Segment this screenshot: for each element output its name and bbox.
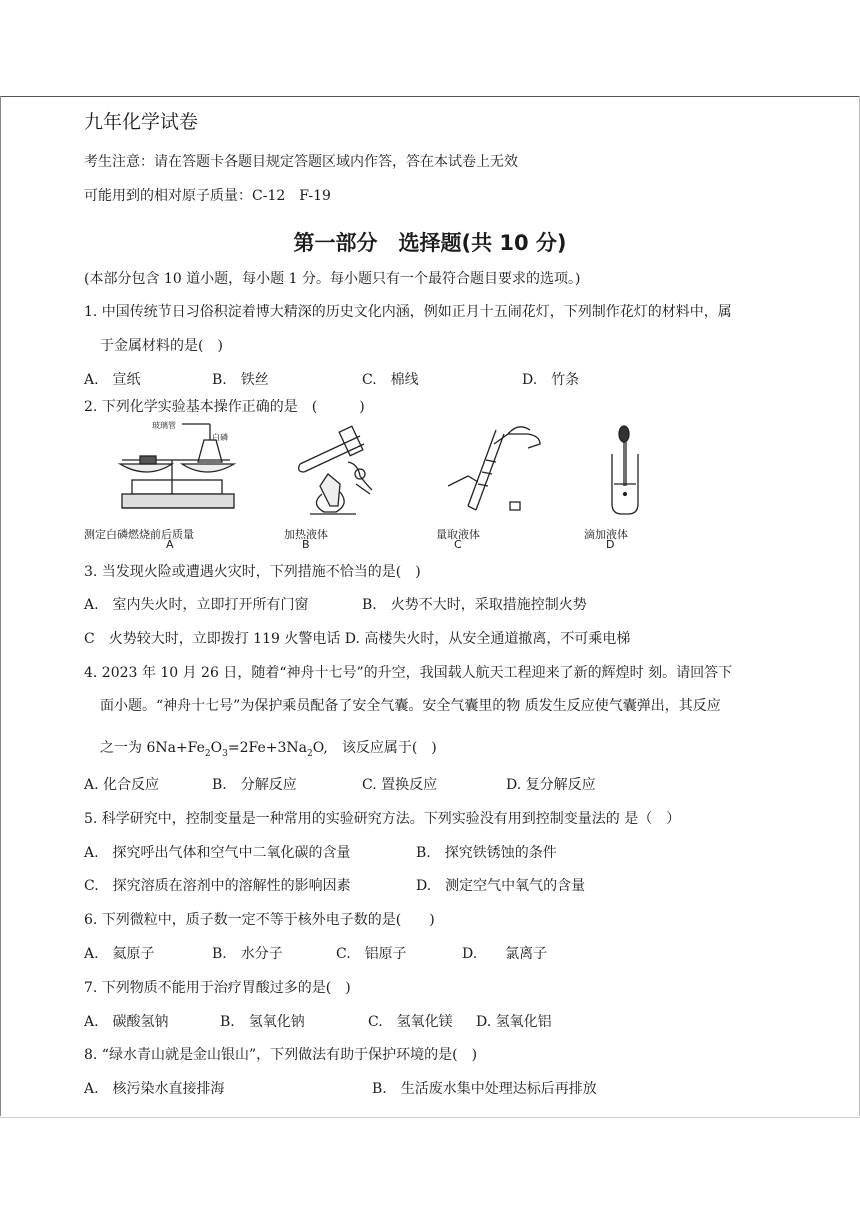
q3-option-b: B. 火势不大时，采取措施控制火势 <box>362 597 587 613</box>
q4-equation-part3: =2Fe+3Na <box>227 740 307 756</box>
q5-option-a: A. 探究呼出气体和空气中二氧化碳的含量 <box>84 845 351 861</box>
q1-option-a: A. 宣纸 <box>84 372 141 388</box>
figure-a-balance <box>112 418 247 522</box>
q4-stem-line3 <box>100 739 437 763</box>
q7-option-b: B. 氢氧化钠 <box>220 1014 305 1030</box>
q1-option-c: C. 棉线 <box>362 372 419 388</box>
q8-stem: 8. “绿水青山就是金山银山”，下列做法有助于保护环境的是( ) <box>84 1047 478 1063</box>
figure-c-letter: C <box>454 538 462 551</box>
exam-title: 九年化学试卷 <box>84 111 199 133</box>
q4-equation-part4: O, 该反应属于( ) <box>312 740 437 756</box>
q6-option-c: C. 铝原子 <box>336 946 407 962</box>
q5-option-b: B. 探究铁锈蚀的条件 <box>416 845 557 861</box>
figure-d-dropping <box>602 424 652 520</box>
q4-option-a: A. 化合反应 <box>84 777 160 793</box>
q6-stem: 6. 下列微粒中，质子数一定不等于核外电子数的是( ) <box>84 912 435 928</box>
figure-d-caption: 滴加液体 <box>584 528 628 541</box>
q7-option-a: A. 碳酸氢钠 <box>84 1014 169 1030</box>
q4-equation-sub1: 2 <box>204 748 211 759</box>
figure-b-heating <box>290 424 385 520</box>
q1-option-d: D. 竹条 <box>522 372 580 388</box>
q5-stem: 5. 科学研究中，控制变量是一种常用的实验研究方法。下列实验没有用到控制变量法的 是（ ） <box>84 811 681 827</box>
q5-option-c: C. 探究溶质在溶剂中的溶解性的影响因素 <box>84 878 351 894</box>
q1-stem-line2: 于金属材料的是( ) <box>100 338 223 354</box>
q3-stem: 3. 当发现火险或遭遇火灾时，下列措施不恰当的是( ) <box>84 564 421 580</box>
q6-option-d: D. 氯离子 <box>462 946 548 962</box>
section-instruction: (本部分包含 10 道小题，每小题 1 分。每小题只有一个最符合题目要求的选项。) <box>84 271 581 287</box>
q1-option-b: B. 铁丝 <box>212 372 269 388</box>
figure-a-caption: 测定白磷燃烧前后质量 <box>84 528 194 541</box>
q4-equation-sub3: 2 <box>306 748 313 759</box>
figure-c-measuring <box>448 424 558 520</box>
q1-stem-line1: 1. 中国传统节日习俗积淀着博大精深的历史文化内涵，例如正月十五闹花灯，下列制作花灯的材料中，属 <box>84 304 732 320</box>
q7-option-c: C. 氢氧化镁 <box>368 1014 453 1030</box>
q4-equation-sub2: 3 <box>222 748 228 759</box>
q2-stem: 2. 下列化学实验基本操作正确的是 ( ) <box>84 399 365 415</box>
q7-stem: 7. 下列物质不能用于治疗胃酸过多的是( ) <box>84 980 351 996</box>
q3-options-c-d: C 火势较大时，立即拨打 119 火警电话 D. 高楼失火时，从安全通道撤离，不可乘电梯 <box>84 631 631 647</box>
q4-equation-part2: O <box>210 740 223 756</box>
figure-b-letter: B <box>302 538 310 551</box>
q4-stem-line2: 面小题。“神舟十七号”为保护乘员配备了安全气囊。安全气囊里的物 质发生反应使气囊弹出，其反应 <box>100 698 721 714</box>
figure-c-caption: 量取液体 <box>436 528 480 541</box>
figure-a-letter: A <box>166 538 174 551</box>
q6-option-a: A. 氦原子 <box>84 946 155 962</box>
figure-a-label-phosphorus: 白磷 <box>212 433 228 442</box>
q4-equation-part1: 之一为 6Na+Fe <box>100 740 205 756</box>
q6-option-b: B. 水分子 <box>212 946 283 962</box>
q7-option-d: D. 氢氧化铝 <box>476 1014 552 1030</box>
q4-option-d: D. 复分解反应 <box>506 777 596 793</box>
q8-option-b: B. 生活废水集中处理达标后再排放 <box>372 1081 597 1097</box>
q4-stem-line1: 4. 2023 年 10 月 26 日，随着“神舟十七号”的升空，我国载人航天工程迎来了新的辉煌时 刻。请回答下 <box>84 665 733 681</box>
q3-option-a: A. 室内失火时，立即打开所有门窗 <box>84 597 309 613</box>
figure-a-label-tube: 玻璃管 <box>152 421 176 430</box>
q4-option-b: B. 分解反应 <box>212 777 297 793</box>
section-heading: 第一部分 选择题(共 10 分) <box>293 231 567 255</box>
figure-b-caption: 加热液体 <box>284 528 328 541</box>
q5-option-d: D. 测定空气中氧气的含量 <box>416 878 586 894</box>
exam-notice: 考生注意：请在答题卡各题目规定答题区域内作答，答在本试卷上无效 <box>84 154 518 170</box>
figure-d-letter: D <box>606 538 615 551</box>
atomic-mass-line: 可能用到的相对原子质量：C-12 F-19 <box>84 188 331 204</box>
q4-option-c: C. 置换反应 <box>362 777 438 793</box>
q8-option-a: A. 核污染水直接排海 <box>84 1081 225 1097</box>
